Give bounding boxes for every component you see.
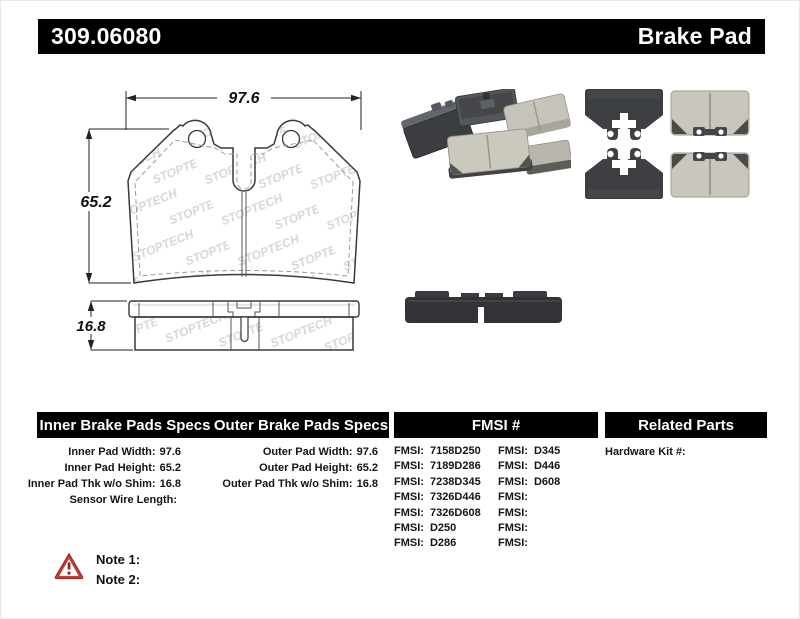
backplate-top-left	[585, 89, 663, 140]
product-type: Brake Pad	[637, 23, 752, 49]
fmsi-title: FMSI #	[471, 416, 521, 434]
spec-row: Inner Pad Thk w/o Shim: 16.8	[27, 478, 181, 490]
fmsi-row: FMSI: D250	[394, 522, 457, 535]
related-row: Hardware Kit #:	[605, 446, 686, 458]
title-bar	[38, 19, 765, 54]
backplate-bottom-left	[585, 148, 663, 199]
ear-hole-right	[283, 131, 300, 148]
ear-hole-left	[189, 131, 206, 148]
spec-row: Outer Pad Width: 97.6	[262, 446, 378, 458]
note-line-1: Note 1:	[96, 552, 141, 567]
inner-specs-column	[27, 444, 181, 508]
fmsi-row: FMSI: D286	[394, 537, 457, 550]
fmsi-row: FMSI: D446	[498, 460, 561, 473]
height-value: 65.2	[80, 194, 112, 211]
fmsi-row: FMSI: D345	[498, 445, 561, 457]
fmsi-row: FMSI:	[498, 491, 528, 504]
part-number: 309.06080	[51, 23, 162, 49]
fmsi-column-2	[498, 444, 602, 552]
center-slot	[241, 317, 248, 342]
width-dimension	[126, 89, 361, 130]
spec-row: Inner Pad Height: 65.2	[64, 462, 181, 474]
backing-plate	[129, 301, 359, 317]
edge-center-slot	[478, 307, 484, 323]
product-photo-angled	[399, 89, 571, 201]
inner-specs-title: Inner Brake Pads Specs	[39, 416, 211, 434]
spec-row: Sensor Wire Length:	[69, 494, 177, 506]
fmsi-header-bar	[394, 412, 598, 438]
outer-specs-column	[201, 444, 378, 492]
front-view	[128, 120, 360, 283]
related-title: Related Parts	[638, 416, 734, 434]
technical-drawing	[61, 86, 381, 366]
fmsi-row: FMSI: 7189D286	[394, 460, 481, 473]
related-header-bar	[605, 412, 767, 438]
product-photo-flat	[579, 86, 754, 204]
notes	[96, 550, 140, 590]
fmsi-row: FMSI:	[498, 537, 528, 550]
frictionpad-top-right	[671, 91, 749, 136]
spec-row: Inner Pad Width: 97.6	[68, 446, 181, 458]
fmsi-row: FMSI:	[498, 522, 528, 535]
fmsi-row: FMSI:	[498, 506, 528, 519]
warning-triangle-icon	[54, 552, 84, 580]
thickness-dimension	[70, 301, 133, 350]
fmsi-row: FMSI: D608	[498, 475, 561, 488]
note-line-2: Note 2:	[96, 572, 141, 587]
fmsi-column-1	[394, 444, 498, 552]
pad-light-front	[445, 128, 533, 179]
specs-header-bar	[37, 412, 389, 438]
pad-outline	[128, 120, 360, 283]
thickness-value: 16.8	[76, 318, 106, 335]
side-view	[129, 301, 359, 350]
fmsi-row: FMSI: 7326D608	[394, 506, 481, 519]
product-photo-edge	[401, 285, 566, 331]
related-parts-column	[605, 444, 765, 460]
spec-row: Outer Pad Height: 65.2	[259, 462, 378, 474]
fmsi-row: FMSI: 7326D446	[394, 491, 481, 504]
frictionpad-bottom-right	[671, 152, 749, 197]
fmsi-row: FMSI: 7238D345	[394, 475, 481, 488]
width-value: 97.6	[228, 90, 260, 107]
spec-row: Outer Pad Thk w/o Shim: 16.8	[222, 478, 378, 490]
fmsi-row: FMSI: 7158D250	[394, 445, 481, 457]
outer-specs-title: Outer Brake Pads Specs	[213, 416, 389, 434]
